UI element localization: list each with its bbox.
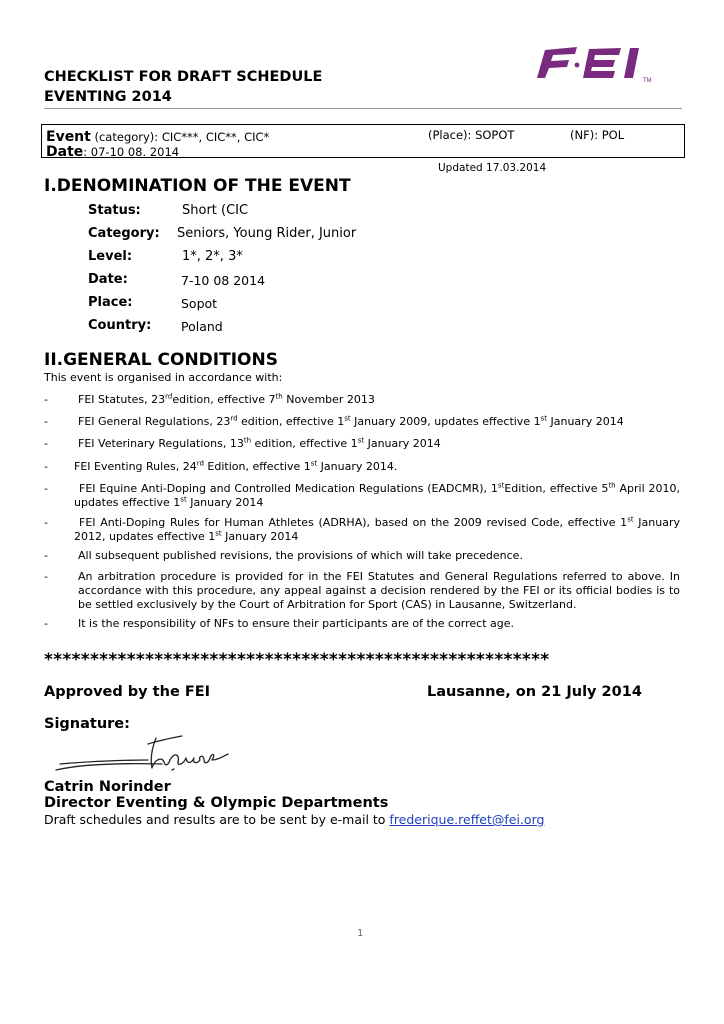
category-label: Category: xyxy=(88,226,160,241)
level-value: 1*, 2*, 3* xyxy=(182,249,243,264)
place-value: Sopot xyxy=(181,296,218,311)
section-2-intro: This event is organised in accordance with: xyxy=(44,371,283,384)
country-value: Poland xyxy=(181,319,223,334)
approved-by: Approved by the FEI xyxy=(44,684,211,700)
section-1-heading: I.DENOMINATION OF THE EVENT xyxy=(44,176,351,196)
bullet: - xyxy=(44,516,48,529)
section-2-heading: II.GENERAL CONDITIONS xyxy=(44,350,278,370)
event-category: (category): CIC***, CIC**, CIC* xyxy=(90,130,270,144)
email-link[interactable]: frederique.reffet@fei.org xyxy=(389,812,545,827)
updated-date: Updated 17.03.2014 xyxy=(438,162,547,174)
star-separator: ******************************************************* xyxy=(44,650,550,670)
list-item-veterinary: FEI Veterinary Regulations, 13th edition, effective 1st January 2014 xyxy=(78,436,441,450)
list-item-statutes: FEI Statutes, 23rdedition, effective 7th November 2013 xyxy=(78,392,375,406)
signature-label: Signature: xyxy=(44,716,130,732)
bullet: - xyxy=(44,460,48,473)
date-value: : 07-10 08. 2014 xyxy=(83,145,180,159)
fei-logo xyxy=(531,44,663,84)
fei-logo-icon xyxy=(531,44,663,84)
list-item-eadcmr: FEI Equine Anti-Doping and Controlled Medication Regulations (EADCMR), 1stEdition, effective 5th April 2010, updates effective 1st January 2014 xyxy=(74,481,680,509)
handwritten-signature xyxy=(52,730,242,778)
event-place: (Place): SOPOT xyxy=(428,128,515,142)
status-value: Short (CIC xyxy=(182,203,249,218)
event-nf: (NF): POL xyxy=(570,128,625,142)
event-label: Event xyxy=(46,129,91,145)
bullet: - xyxy=(44,437,48,450)
email-note xyxy=(44,812,544,827)
list-item-general-regulations: FEI General Regulations, 23rd edition, effective 1st January 2009, updates effective 1st January 2014 xyxy=(78,414,624,428)
date-field-label: Date: xyxy=(88,272,128,287)
bullet: - xyxy=(44,570,48,583)
event-info-box xyxy=(41,124,685,158)
list-item-age-responsibility: It is the responsibility of NFs to ensure their participants are of the correct age. xyxy=(78,617,515,630)
list-item-adrha: FEI Anti-Doping Rules for Human Athletes (ADRHA), based on the 2009 revised Code, effective 1st January 2012, updates effective 1st January 2014 xyxy=(74,515,681,543)
level-label: Level: xyxy=(88,249,133,264)
place-and-date: Lausanne, on 21 July 2014 xyxy=(427,684,642,700)
place-label: Place: xyxy=(88,295,133,310)
title-line-1: CHECKLIST FOR DRAFT SCHEDULE xyxy=(44,69,323,85)
country-label: Country: xyxy=(88,318,152,333)
document-title xyxy=(44,67,322,107)
list-item-revisions: All subsequent published revisions, the provisions of which will take precedence. xyxy=(78,549,523,562)
list-item-eventing-rules: FEI Eventing Rules, 24rd Edition, effective 1st January 2014. xyxy=(74,459,398,473)
bullet: - xyxy=(44,482,48,495)
page-number: 1 xyxy=(357,928,364,939)
bullet: - xyxy=(44,549,48,562)
status-label: Status: xyxy=(88,203,141,218)
header-divider xyxy=(44,108,682,109)
date-field-value: 7-10 08 2014 xyxy=(181,273,266,288)
signatory-name: Catrin Norinder xyxy=(44,779,171,795)
title-line-2: EVENTING 2014 xyxy=(44,89,172,105)
bullet: - xyxy=(44,393,48,406)
list-item-arbitration: An arbitration procedure is provided for in the FEI Statutes and General Regulations referred to above. In accordance with this procedure, any appeal against a decision rendered by the FEI or its official bodies is to be settled exclusively by the Court of Arbitration for Sport (CAS) in Lausanne, Switzerland. xyxy=(78,570,680,611)
email-note-text: Draft schedules and results are to be sent by e-mail to xyxy=(44,812,390,827)
signatory-role: Director Eventing & Olympic Departments xyxy=(44,795,389,811)
bullet: - xyxy=(44,617,48,630)
date-label: Date xyxy=(46,144,84,160)
signature-icon xyxy=(52,730,242,778)
logo-tm: TM xyxy=(643,78,652,84)
bullet: - xyxy=(44,415,48,428)
date-line xyxy=(46,141,179,160)
category-value: Seniors, Young Rider, Junior xyxy=(177,226,357,241)
